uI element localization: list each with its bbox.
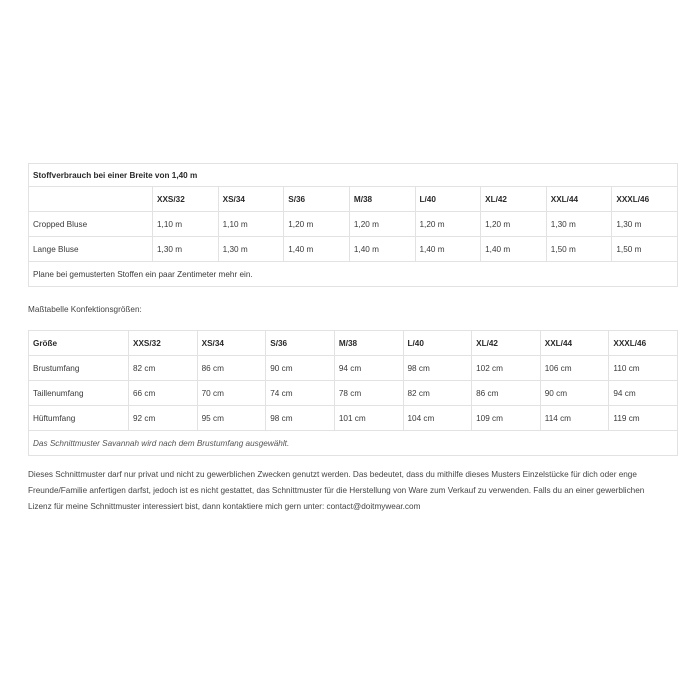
table-cell: 1,30 m	[218, 237, 284, 262]
measure-table	[28, 330, 678, 456]
table-row	[29, 237, 678, 262]
size-header: M/38	[349, 187, 415, 212]
table-cell: 94 cm	[609, 381, 678, 406]
table-cell: 119 cm	[609, 406, 678, 431]
fabric-note: Plane bei gemusterten Stoffen ein paar Zentimeter mehr ein.	[29, 262, 678, 287]
size-header: XS/34	[218, 187, 284, 212]
table-row	[29, 381, 678, 406]
table-cell: 70 cm	[197, 381, 266, 406]
table-cell: 1,30 m	[153, 237, 219, 262]
measure-subtitle: Maßtabelle Konfektionsgrößen:	[28, 305, 142, 314]
table-cell: 1,50 m	[546, 237, 612, 262]
size-header: XXS/32	[129, 331, 198, 356]
size-header: XXXL/46	[612, 187, 678, 212]
table-cell: 98 cm	[403, 356, 472, 381]
fabric-title: Stoffverbrauch bei einer Breite von 1,40 m	[29, 164, 678, 187]
row-label: Lange Bluse	[29, 237, 153, 262]
table-cell: 1,20 m	[284, 212, 350, 237]
size-header: XXL/44	[540, 331, 609, 356]
table-cell: 109 cm	[472, 406, 541, 431]
table-cell: 95 cm	[197, 406, 266, 431]
measure-note: Das Schnittmuster Savannah wird nach dem Brustumfang ausgewählt.	[29, 431, 678, 456]
row-label: Taillenumfang	[29, 381, 129, 406]
table-cell: 82 cm	[129, 356, 198, 381]
size-header: M/38	[334, 331, 403, 356]
table-cell: 106 cm	[540, 356, 609, 381]
table-cell: 82 cm	[403, 381, 472, 406]
size-header: XXXL/46	[609, 331, 678, 356]
fabric-table	[28, 163, 678, 287]
size-header: XL/42	[481, 187, 547, 212]
size-label-header: Größe	[29, 331, 129, 356]
size-header: XXL/44	[546, 187, 612, 212]
table-cell: 104 cm	[403, 406, 472, 431]
legal-text: Dieses Schnittmuster darf nur privat und nicht zu gewerblichen Zwecken genutzt werden. Das bedeutet, dass du mithilfe dieses Musters Einzelstücke für dich oder enge Freunde/Familie anfertigen darfst, jedoch ist es nicht gestattet, das Schnittmuster für die Herstellung von Ware zum Verkauf zu verwenden. Falls du an einer gewerblichen Lizenz für meine Schnittmuster interessiert bist, dann kontaktiere mich gern unter: contact@doitmywear.com	[28, 470, 645, 511]
size-header: XXS/32	[153, 187, 219, 212]
table-cell: 1,20 m	[415, 212, 481, 237]
table-row	[29, 187, 678, 212]
row-label: Brustumfang	[29, 356, 129, 381]
table-row	[29, 356, 678, 381]
table-cell: 1,10 m	[218, 212, 284, 237]
table-cell: 66 cm	[129, 381, 198, 406]
table-cell: 1,40 m	[284, 237, 350, 262]
table-row	[29, 406, 678, 431]
table-row	[29, 212, 678, 237]
row-label: Hüftumfang	[29, 406, 129, 431]
table-cell: 1,10 m	[153, 212, 219, 237]
table-cell: 94 cm	[334, 356, 403, 381]
table-cell: 1,50 m	[612, 237, 678, 262]
table-cell: 114 cm	[540, 406, 609, 431]
table-cell: 102 cm	[472, 356, 541, 381]
header-empty-cell	[29, 187, 153, 212]
table-cell: 1,40 m	[349, 237, 415, 262]
table-cell: 74 cm	[266, 381, 335, 406]
table-cell: 1,40 m	[481, 237, 547, 262]
row-label: Cropped Bluse	[29, 212, 153, 237]
table-cell: 1,40 m	[415, 237, 481, 262]
table-cell: 1,20 m	[349, 212, 415, 237]
size-header: L/40	[403, 331, 472, 356]
table-cell: 98 cm	[266, 406, 335, 431]
table-cell: 110 cm	[609, 356, 678, 381]
size-header: S/36	[284, 187, 350, 212]
table-cell: 78 cm	[334, 381, 403, 406]
table-cell: 92 cm	[129, 406, 198, 431]
table-cell: 90 cm	[266, 356, 335, 381]
table-cell: 86 cm	[472, 381, 541, 406]
table-cell: 1,30 m	[546, 212, 612, 237]
table-cell: 1,30 m	[612, 212, 678, 237]
table-cell: 101 cm	[334, 406, 403, 431]
size-header: XL/42	[472, 331, 541, 356]
size-header: S/36	[266, 331, 335, 356]
table-cell: 90 cm	[540, 381, 609, 406]
size-header: XS/34	[197, 331, 266, 356]
table-row	[29, 331, 678, 356]
table-cell: 86 cm	[197, 356, 266, 381]
size-header: L/40	[415, 187, 481, 212]
table-cell: 1,20 m	[481, 212, 547, 237]
